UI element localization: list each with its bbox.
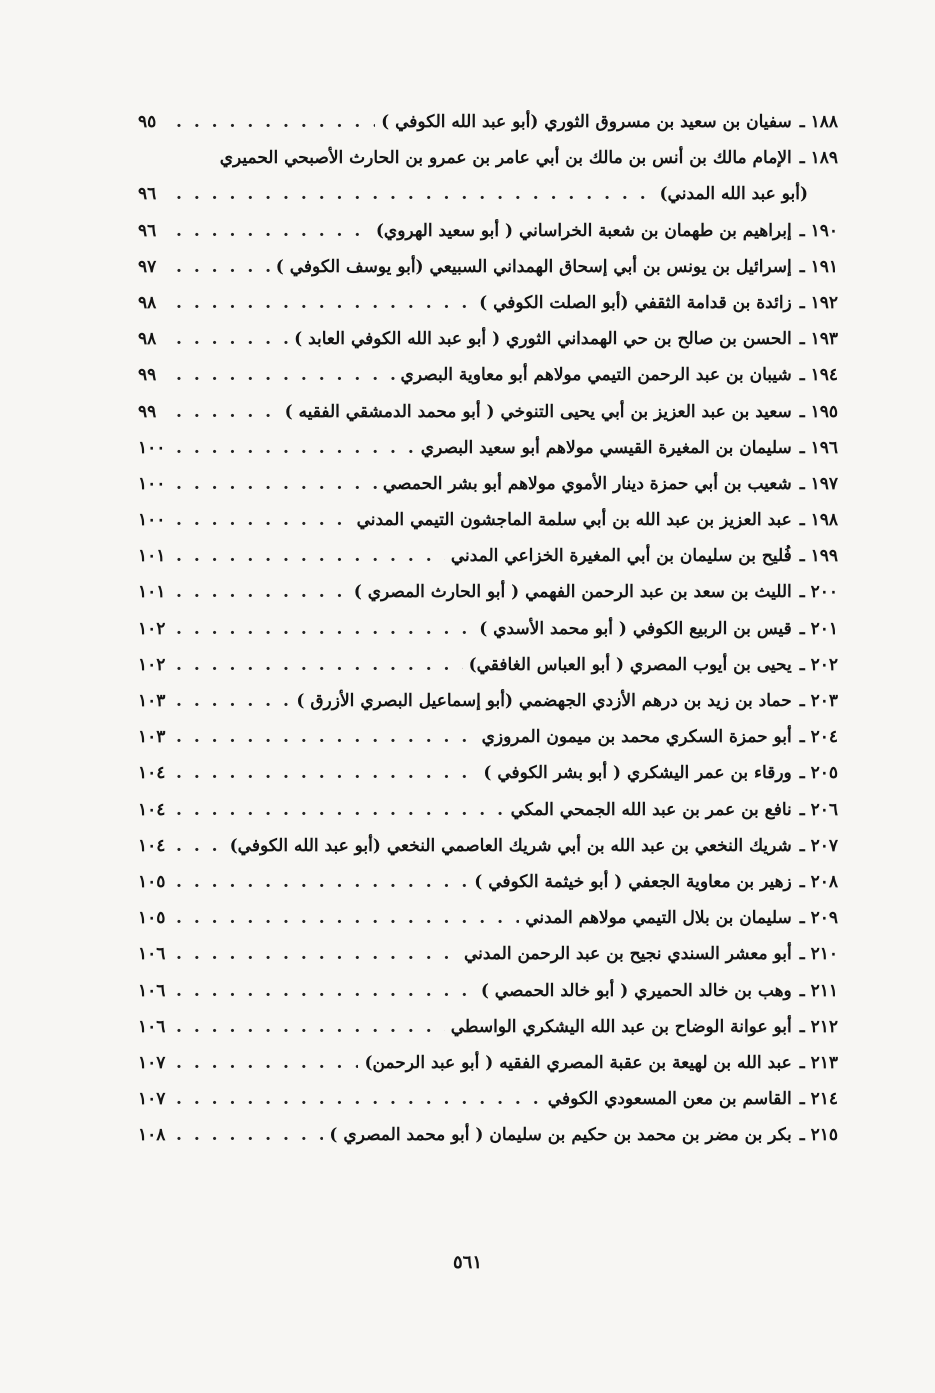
toc-entry xyxy=(138,474,838,510)
leader-dots xyxy=(176,1053,358,1073)
entry-page: ٩٧ xyxy=(138,256,157,277)
table-of-contents xyxy=(138,112,838,1161)
entry-page: ١٠٥ xyxy=(138,871,166,892)
entry-text xyxy=(479,619,838,639)
entry-text xyxy=(451,1017,838,1037)
leader-dots xyxy=(176,221,370,241)
entry-page: ١٠٤ xyxy=(138,799,166,820)
entry-number: ٢١٠ ـ xyxy=(799,944,838,965)
entry-number: ١٩٥ ـ xyxy=(799,401,838,422)
toc-entry xyxy=(138,727,838,763)
entry-text xyxy=(401,365,838,385)
entry-number: ٢٠٦ ـ xyxy=(799,799,838,820)
entry-text xyxy=(482,727,838,747)
entry-text xyxy=(451,546,838,566)
entry-text xyxy=(469,655,838,675)
entry-page: ١٠٥ xyxy=(138,908,166,929)
entry-text xyxy=(381,112,838,132)
leader-dots xyxy=(176,402,279,422)
entry-page: ٩٦ xyxy=(138,220,157,241)
entry-text xyxy=(294,329,838,349)
entry-number: ٢٠٨ ـ xyxy=(799,871,838,892)
entry-title: إبراهيم بن طهمان بن شعبة الخراساني ( أبو سعيد الهروي) xyxy=(375,220,792,241)
entry-title: أبو معشر السندي نجيح بن عبد الرحمن المدني xyxy=(464,944,792,965)
entry-page: ١٠٠ xyxy=(138,437,166,458)
entry-title: وهب بن خالد الحميري ( أبو خالد الحمصي ) xyxy=(480,980,792,1001)
entry-text xyxy=(276,257,838,277)
entry-text xyxy=(525,908,838,928)
entry-title: الإمام مالك بن أنس بن مالك بن أبي عامر بن عمرو بن الحارث الأصبحي الحميري xyxy=(219,148,792,169)
toc-entry xyxy=(138,1053,838,1089)
leader-dots xyxy=(176,981,475,1001)
entry-title: بكر بن مضر بن محمد بن حكيم بن سليمان ( أبو محمد المصري ) xyxy=(329,1125,792,1146)
leader-dots xyxy=(176,329,288,349)
leader-dots xyxy=(176,112,375,132)
entry-title: أبو عوانة الوضاح بن عبد الله اليشكري الواسطي xyxy=(450,1016,792,1037)
entry-title: إسرائيل بن يونس بن أبي إسحاق الهمداني السبيعي (أبو يوسف الكوفي ) xyxy=(275,256,792,277)
entry-page: ٩٦ xyxy=(138,184,157,205)
toc-entry xyxy=(138,293,838,329)
leader-dots xyxy=(176,474,377,494)
entry-title: الحسن بن صالح بن حي الهمداني الثوري ( أبو عبد الله الكوفي العابد ) xyxy=(294,329,792,350)
leader-dots xyxy=(176,546,445,566)
entry-text xyxy=(383,474,838,494)
entry-text xyxy=(357,510,838,530)
entry-title: شريك النخعي بن عبد الله بن أبي شريك العاصمي النخعي (أبو عبد الله الكوفي) xyxy=(229,835,792,856)
entry-title: يحيى بن أيوب المصري ( أبو العباس الغافقي) xyxy=(468,654,792,675)
entry-text xyxy=(474,872,838,892)
entry-title: شعيب بن أبي حمزة دينار الأموي مولاهم أبو بشر الحمصي xyxy=(382,473,792,494)
entry-title: سليمان بن المغيرة القيسي مولاهم أبو سعيد البصري xyxy=(420,437,792,458)
entry-number: ١٩٢ ـ xyxy=(799,292,838,313)
entry-page: ١٠١ xyxy=(138,582,166,603)
toc-entry xyxy=(138,510,838,546)
toc-entry xyxy=(138,365,838,401)
entry-text xyxy=(421,438,838,458)
entry-page: ١٠٣ xyxy=(138,691,166,711)
toc-entry xyxy=(138,763,838,799)
entry-page: ١٠٧ xyxy=(138,1089,166,1110)
entry-number: ٢٠٣ ـ xyxy=(799,691,838,711)
toc-entry xyxy=(138,981,838,1017)
entry-text xyxy=(376,221,838,241)
leader-dots xyxy=(176,872,468,892)
entry-page: ١٠٢ xyxy=(138,618,166,639)
entry-title: زهير بن معاوية الجعفي ( أبو خيثمة الكوفي ) xyxy=(474,871,792,892)
toc-entry xyxy=(138,800,838,836)
leader-dots xyxy=(176,1125,323,1145)
entry-page: ٩٨ xyxy=(138,292,157,313)
entry-number: ١٩١ ـ xyxy=(799,256,838,277)
entry-number: ٢٠١ ـ xyxy=(799,618,838,639)
entry-number: ١٩٩ ـ xyxy=(799,546,838,567)
entry-page: ٩٩ xyxy=(138,365,157,386)
entry-title: أبو حمزة السكري محمد بن ميمون المروزي xyxy=(481,727,792,748)
entry-text xyxy=(511,800,838,820)
leader-dots xyxy=(176,619,473,639)
entry-page: ٩٨ xyxy=(138,329,157,350)
entry-text xyxy=(548,1089,838,1109)
entry-number: ١٨٩ ـ xyxy=(799,148,838,169)
entry-text xyxy=(660,184,838,204)
entry-page: ١٠٤ xyxy=(138,835,166,856)
toc-entry xyxy=(138,582,838,618)
entry-title: عبد الله بن لهيعة بن عقبة المصري الفقيه ( أبو عبد الرحمن) xyxy=(364,1052,792,1073)
leader-dots xyxy=(176,800,505,820)
page-number: ٥٦١ xyxy=(452,1252,482,1273)
entry-page: ١٠٦ xyxy=(138,980,166,1001)
entry-page: ٩٩ xyxy=(138,401,157,422)
entry-text xyxy=(296,691,838,711)
leader-dots xyxy=(176,365,395,385)
leader-dots xyxy=(176,727,476,747)
entry-text xyxy=(329,1125,838,1145)
entry-number: ١٩٧ ـ xyxy=(799,473,838,494)
leader-dots xyxy=(176,1089,542,1109)
entry-title: القاسم بن معن المسعودي الكوفي xyxy=(547,1089,792,1110)
leader-dots xyxy=(176,293,473,313)
toc-entry xyxy=(138,908,838,944)
leader-dots xyxy=(176,763,477,783)
leader-dots xyxy=(176,582,348,602)
entry-number: ١٩٨ ـ xyxy=(799,510,838,531)
entry-number: ١٩٠ ـ xyxy=(799,220,838,241)
toc-entry xyxy=(138,836,838,872)
entry-text xyxy=(464,944,838,964)
toc-entry xyxy=(138,944,838,980)
entry-number: ٢٠٤ ـ xyxy=(799,727,838,748)
toc-entry xyxy=(138,691,838,727)
entry-title: زائدة بن قدامة الثقفي (أبو الصلت الكوفي ) xyxy=(479,292,792,313)
entry-number: ١٨٨ ـ xyxy=(799,112,838,132)
entry-number: ٢١٥ ـ xyxy=(799,1125,838,1146)
entry-number: ٢٠٩ ـ xyxy=(799,908,838,929)
toc-entry xyxy=(138,1089,838,1125)
entry-page: ١٠٢ xyxy=(138,654,166,675)
entry-page: ١٠٧ xyxy=(138,1052,166,1073)
leader-dots xyxy=(176,510,351,530)
entry-page: ١٠٠ xyxy=(138,510,166,531)
toc-entry xyxy=(138,655,838,691)
leader-dots xyxy=(176,908,519,928)
entry-page: ١٠٤ xyxy=(138,763,166,784)
entry-page: ١٠٠ xyxy=(138,473,166,494)
toc-entry xyxy=(138,1125,838,1161)
toc-entry xyxy=(138,221,838,257)
toc-entry xyxy=(138,438,838,474)
leader-dots xyxy=(176,1017,445,1037)
entry-number: ٢١١ ـ xyxy=(799,980,838,1001)
toc-entry xyxy=(138,1017,838,1053)
entry-number: ٢٠٧ ـ xyxy=(799,835,838,856)
leader-dots xyxy=(176,691,290,711)
entry-text xyxy=(364,1053,838,1073)
entry-text xyxy=(483,763,838,783)
entry-title: عبد العزيز بن عبد الله بن أبي سلمة الماجشون التيمي المدني xyxy=(356,510,792,531)
toc-entry xyxy=(138,148,838,184)
toc-entry xyxy=(138,329,838,365)
entry-title: سعيد بن عبد العزيز بن أبي يحيى التنوخي ( أبو محمد الدمشقي الفقيه ) xyxy=(284,401,792,422)
entry-title: نافع بن عمر بن عبد الله الجمحي المكي xyxy=(510,799,792,820)
entry-page: ١٠١ xyxy=(138,546,166,567)
entry-number: ٢٠٥ ـ xyxy=(799,763,838,784)
leader-dots xyxy=(176,944,458,964)
toc-entry xyxy=(138,619,838,655)
entry-number: ٢٠٢ ـ xyxy=(799,654,838,675)
entry-text xyxy=(230,836,838,856)
toc-entry xyxy=(138,872,838,908)
entry-text xyxy=(354,582,838,602)
entry-number: ١٩٣ ـ xyxy=(799,329,838,350)
entry-number: ٢١٤ ـ xyxy=(799,1089,838,1110)
entry-text xyxy=(479,293,838,313)
leader-dots xyxy=(176,836,224,856)
entry-page: ١٠٦ xyxy=(138,1016,166,1037)
toc-entry-continuation xyxy=(138,184,838,220)
entry-title: ورقاء بن عمر اليشكري ( أبو بشر الكوفي ) xyxy=(483,763,792,784)
entry-page: ٩٥ xyxy=(138,112,157,132)
leader-dots xyxy=(176,184,654,204)
leader-dots xyxy=(176,655,463,675)
entry-title: الليث بن سعد بن عبد الرحمن الفهمي ( أبو الحارث المصري ) xyxy=(353,582,792,603)
entry-page: ١٠٦ xyxy=(138,944,166,965)
entry-title: حماد بن زيد بن درهم الأزدي الجهضمي (أبو إسماعيل البصري الأزرق ) xyxy=(296,691,792,711)
entry-title: قيس بن الربيع الكوفي ( أبو محمد الأسدي ) xyxy=(479,618,792,639)
entry-title: فُليح بن سليمان بن أبي المغيرة الخزاعي المدني xyxy=(450,546,792,567)
entry-number: ٢٠٠ ـ xyxy=(799,582,838,603)
entry-title: شيبان بن عبد الرحمن التيمي مولاهم أبو معاوية البصري xyxy=(400,365,792,386)
entry-page: ١٠٨ xyxy=(138,1125,166,1146)
entry-title: سفيان بن سعيد بن مسروق الثوري (أبو عبد الله الكوفي ) xyxy=(381,112,792,132)
toc-entry xyxy=(138,112,838,148)
entry-number: ٢١٢ ـ xyxy=(799,1016,838,1037)
entry-page: ١٠٣ xyxy=(138,727,166,748)
leader-dots xyxy=(176,438,415,458)
entry-title: سليمان بن بلال التيمي مولاهم المدني xyxy=(525,908,792,929)
entry-text xyxy=(481,981,838,1001)
entry-number: ٢١٣ ـ xyxy=(799,1052,838,1073)
entry-title: (أبو عبد الله المدني) xyxy=(659,184,808,205)
leader-dots xyxy=(176,257,270,277)
entry-text xyxy=(285,402,838,422)
entry-number: ١٩٤ ـ xyxy=(799,365,838,386)
toc-entry xyxy=(138,257,838,293)
toc-entry xyxy=(138,546,838,582)
entry-text xyxy=(220,148,838,168)
toc-entry xyxy=(138,402,838,438)
entry-number: ١٩٦ ـ xyxy=(799,437,838,458)
